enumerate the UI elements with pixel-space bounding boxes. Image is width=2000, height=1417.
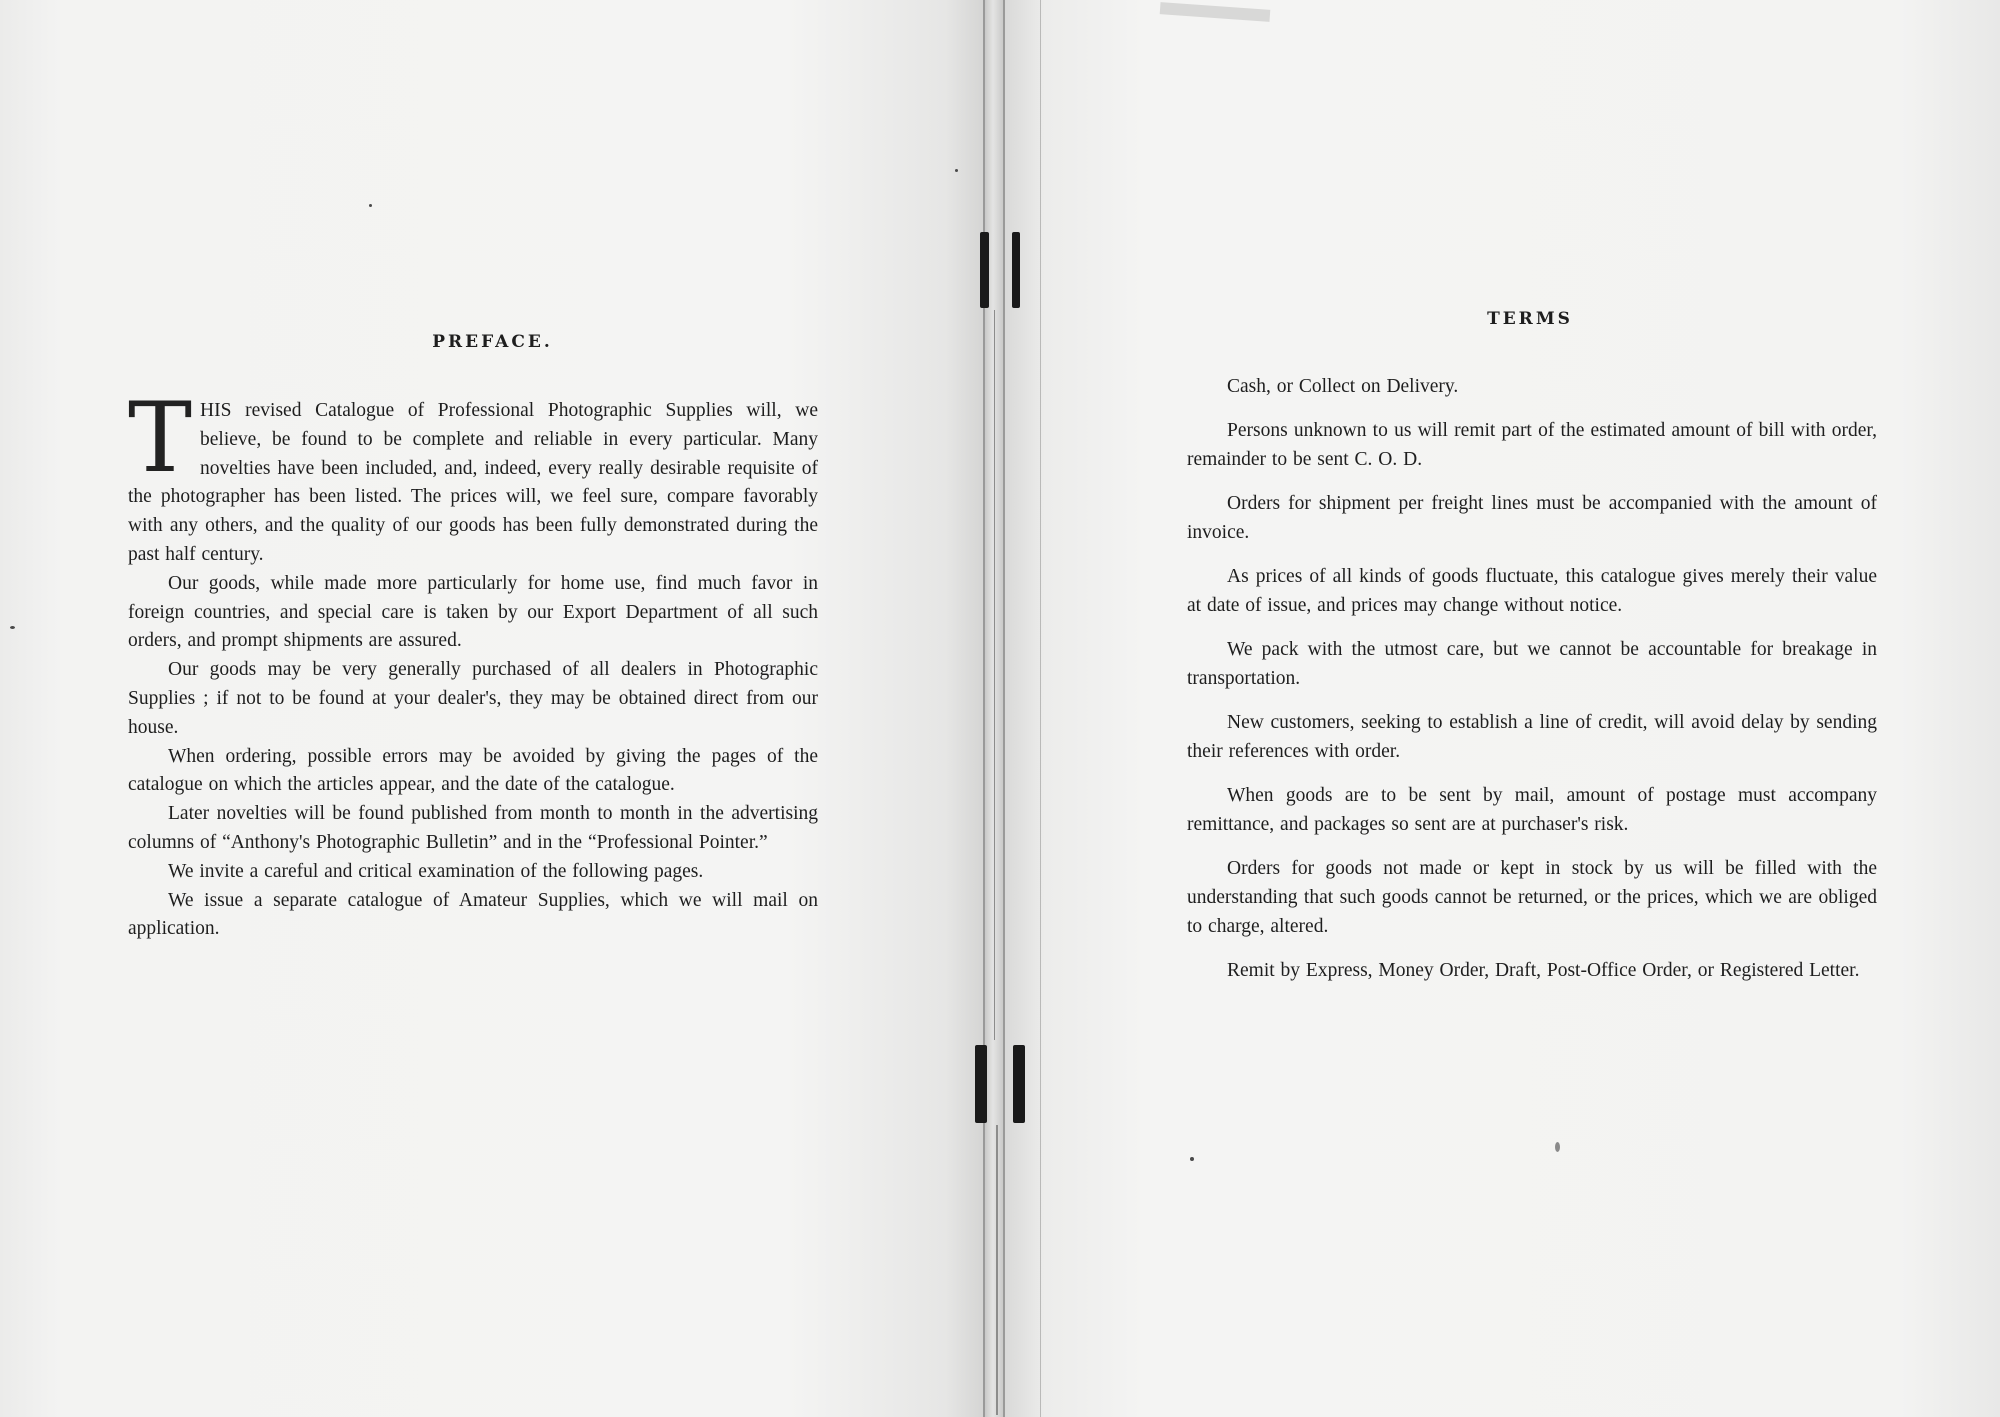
terms-title: TERMS <box>1487 309 1573 329</box>
binding-stitch <box>1013 1045 1025 1123</box>
terms-paragraph: Orders for shipment per freight lines must be accompanied with the amount of invoice. <box>1187 493 1877 543</box>
paper-speck <box>369 204 372 207</box>
gutter-fold-line <box>1003 0 1005 1417</box>
paper-speck <box>955 169 958 172</box>
terms-paragraph: Remit by Express, Money Order, Draft, Post-Office Order, or Registered Letter. <box>1227 960 1860 981</box>
preface-paragraph: Later novelties will be found published from month to month in the advertising columns of “Anthony's Photographic Bulletin” and in the “Professional Pointer.” <box>128 803 818 853</box>
terms-paragraph: New customers, seeking to establish a line of credit, will avoid delay by sending their references with order. <box>1187 712 1877 762</box>
page-edge-line <box>1040 0 1041 1417</box>
terms-paragraph: When goods are to be sent by mail, amount of postage must accompany remittance, and packages so sent are at purchaser's risk. <box>1187 785 1877 835</box>
preface-paragraph: Our goods, while made more particularly for home use, find much favor in foreign countries, and special care is taken by our Export Department of all such orders, and prompt shipments are assured. <box>128 572 818 652</box>
terms-paragraph: Persons unknown to us will remit part of the estimated amount of bill with order, remainder to be sent C. O. D. <box>1187 420 1877 470</box>
spine-crease <box>994 310 995 1040</box>
terms-body <box>1187 372 1877 1000</box>
spine-crease <box>996 1125 998 1415</box>
binding-stitch <box>1012 232 1020 308</box>
preface-body <box>128 382 818 944</box>
preface-paragraph: Our goods may be very generally purchased of all dealers in Photographic Supplies ; if not to be found at your dealer's, they may be obtained direct from our house. <box>128 659 818 738</box>
terms-paragraph: Orders for goods not made or kept in stock by us will be filled with the understanding that such goods cannot be returned, or the prices, which we are obliged to charge, altered. <box>1187 858 1877 937</box>
drop-cap: T <box>128 382 193 494</box>
preface-paragraph: When ordering, possible errors may be avoided by giving the pages of the catalogue on which the articles appear, and the date of the catalogue. <box>128 745 818 796</box>
preface-paragraph-text: HIS revised Catalogue of Professional Photographic Supplies will, we believe, be found to be complete and reliable in every particular. Many novelties have been included, and, indeed, every really desirable requisite of the photographer has been listed. The prices will, we feel sure, compare favorably with any others, and the quality of our goods has been fully demonstrated during the past half century. <box>128 400 818 565</box>
preface-title: PREFACE. <box>432 332 553 352</box>
binding-stitch <box>975 1045 987 1123</box>
preface-paragraph <box>128 382 818 570</box>
gutter-fold-line <box>983 0 985 1417</box>
terms-paragraph: We pack with the utmost care, but we cannot be accountable for breakage in transportation. <box>1187 639 1877 689</box>
binding-stitch <box>980 232 989 308</box>
terms-paragraph: As prices of all kinds of goods fluctuate, this catalogue gives merely their value at date of issue, and prices may change without notice. <box>1187 566 1877 616</box>
paper-speck <box>10 626 15 629</box>
paper-speck <box>1555 1142 1560 1152</box>
terms-paragraph: Cash, or Collect on Delivery. <box>1227 376 1459 397</box>
paper-speck <box>1190 1157 1194 1161</box>
book-gutter <box>985 0 1005 1417</box>
preface-paragraph: We invite a careful and critical examination of the following pages. <box>168 860 704 882</box>
preface-paragraph: We issue a separate catalogue of Amateur Supplies, which we will mail on application. <box>128 889 818 940</box>
